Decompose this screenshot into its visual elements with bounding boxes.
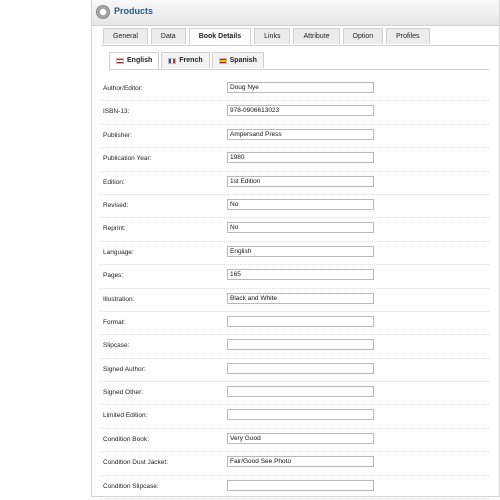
book-details-form bbox=[92, 78, 499, 499]
limited-edition-input[interactable] bbox=[227, 409, 374, 420]
slipcase-input[interactable] bbox=[227, 339, 374, 350]
edition-input[interactable]: 1st Edition bbox=[227, 176, 374, 187]
tab-general[interactable]: General bbox=[103, 28, 148, 44]
form-row bbox=[100, 78, 489, 101]
field-label: Reprint: bbox=[103, 225, 126, 233]
tab-profiles[interactable]: Profiles bbox=[386, 28, 429, 44]
condition-dust-jacket-input[interactable]: Fair/Good See Photo bbox=[227, 456, 374, 467]
signed-other-input[interactable] bbox=[227, 386, 374, 397]
field-label: Publisher: bbox=[103, 131, 132, 139]
form-row bbox=[100, 429, 489, 452]
form-row bbox=[100, 382, 489, 405]
form-row bbox=[100, 148, 489, 171]
field-label: Format: bbox=[103, 318, 126, 326]
language-tabs bbox=[109, 52, 266, 69]
field-label: Condition Dust Jacket: bbox=[103, 459, 169, 467]
condition-book-input[interactable]: Very Good bbox=[227, 433, 374, 444]
form-row bbox=[100, 312, 489, 335]
form-row bbox=[100, 405, 489, 428]
field-label: Edition: bbox=[103, 178, 125, 186]
main-tabs bbox=[103, 28, 433, 45]
language-tab-spanish[interactable] bbox=[212, 52, 264, 68]
form-row bbox=[100, 218, 489, 241]
field-label: Condition Slipcase: bbox=[103, 482, 159, 490]
language-tab-divider bbox=[109, 69, 489, 70]
field-label: ISBN-13: bbox=[103, 108, 130, 116]
gear-icon bbox=[96, 5, 110, 19]
form-row bbox=[100, 242, 489, 265]
field-label: Revised: bbox=[103, 201, 129, 209]
tab-divider bbox=[101, 45, 499, 46]
form-row bbox=[100, 125, 489, 148]
revised-input[interactable]: No bbox=[227, 199, 374, 210]
form-row bbox=[100, 335, 489, 358]
format-input[interactable] bbox=[227, 316, 374, 327]
form-row bbox=[100, 359, 489, 382]
language-tab-label: English bbox=[127, 57, 153, 64]
author-editor-input[interactable]: Doug Nye bbox=[227, 82, 374, 93]
condition-slipcase-input[interactable] bbox=[227, 480, 374, 491]
field-label: Illustration: bbox=[103, 295, 135, 303]
form-row bbox=[100, 101, 489, 124]
form-row bbox=[100, 172, 489, 195]
form-row bbox=[100, 452, 489, 475]
products-panel bbox=[91, 0, 500, 497]
field-label: Author/Editor: bbox=[103, 85, 143, 92]
form-row bbox=[100, 195, 489, 218]
signed-author-input[interactable] bbox=[227, 363, 374, 374]
publisher-input[interactable]: Ampersand Press bbox=[227, 129, 374, 140]
field-label: Signed Other: bbox=[103, 389, 144, 397]
tab-links[interactable]: Links bbox=[254, 28, 290, 44]
field-label: Signed Author: bbox=[103, 365, 146, 373]
form-row bbox=[100, 476, 489, 499]
language-tab-french[interactable] bbox=[161, 52, 209, 68]
uk-flag-icon bbox=[116, 58, 124, 64]
illustration-input[interactable]: Black and White bbox=[227, 293, 374, 304]
tab-book-details[interactable]: Book Details bbox=[189, 28, 251, 45]
tab-data[interactable]: Data bbox=[151, 28, 186, 44]
tab-option[interactable]: Option bbox=[343, 28, 384, 44]
language-tab-label: Spanish bbox=[229, 56, 257, 64]
spain-flag-icon bbox=[219, 58, 227, 64]
page-title: Products bbox=[114, 6, 154, 16]
language-tab-english[interactable] bbox=[109, 52, 159, 69]
language-tab-label: French bbox=[179, 56, 203, 64]
isbn-13-input[interactable]: 978-0906613023 bbox=[227, 105, 374, 116]
france-flag-icon bbox=[168, 58, 176, 64]
field-label: Slipcase: bbox=[103, 342, 130, 350]
publication-year-input[interactable]: 1980 bbox=[227, 152, 374, 163]
field-label: Limited Edition: bbox=[103, 412, 148, 420]
field-label: Pages: bbox=[103, 272, 124, 280]
form-row bbox=[100, 289, 489, 312]
field-label: Condition Book: bbox=[103, 435, 149, 443]
panel-header bbox=[92, 0, 499, 26]
field-label: Language: bbox=[103, 248, 134, 256]
language-input[interactable]: English bbox=[227, 246, 374, 257]
form-row bbox=[100, 265, 489, 288]
reprint-input[interactable]: No bbox=[227, 222, 374, 233]
tab-attribute[interactable]: Attribute bbox=[293, 28, 339, 44]
pages-input[interactable]: 165 bbox=[227, 269, 374, 280]
field-label: Publication Year: bbox=[103, 155, 152, 163]
